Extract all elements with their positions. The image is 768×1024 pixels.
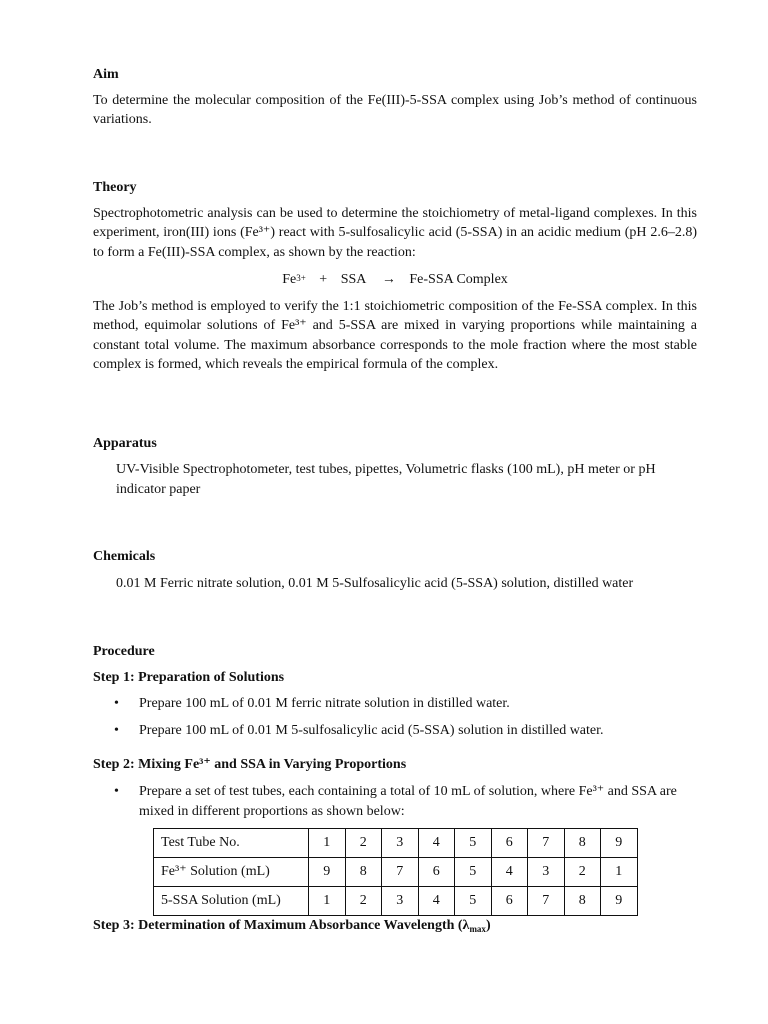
table-row [154, 887, 638, 916]
table-cell: 3 [382, 887, 419, 916]
reaction-equation [93, 271, 697, 289]
table-cell: 6 [491, 829, 528, 858]
table-cell: 4 [418, 887, 455, 916]
reaction-reactant-2: SSA [340, 272, 367, 287]
table-cell: 7 [528, 887, 565, 916]
reaction-reactant-1: $Fe^{3+}$ [282, 272, 306, 287]
table-cell: 2 [345, 887, 382, 916]
table-cell: 3 [528, 858, 565, 887]
chemicals-heading: Chemicals [93, 549, 156, 564]
reaction-plus: + [319, 272, 328, 287]
theory-paragraph-2: The Job’s method is employed to verify the 1:1 stoichiometric composition of the Fe-SSA complex. In this method, equimolar solutions of Fe³⁺ and 5-SSA are mixed in varying proportions while maintaining a constant total volume. The maximum absorbance corresponds to the mole fraction where the most stable complex is formed, which reveals the empirical formula of the complex. [93, 299, 697, 373]
apparatus-text: UV-Visible Spectrophotometer, test tubes, pipettes, Volumetric flasks (100 mL), pH meter or pH indicator paper [116, 462, 656, 497]
step1-bullet-2: Prepare 100 mL of 0.01 M 5-sulfosalicylic acid (5-SSA) solution in distilled water. [139, 723, 604, 738]
table-row [154, 858, 638, 887]
bullet-icon: • [114, 784, 119, 799]
table-cell: 4 [491, 858, 528, 887]
row-label: 5-SSA Solution (mL) [154, 887, 309, 916]
table-cell: 5 [455, 887, 492, 916]
theory-paragraph-1: Spectrophotometric analysis can be used to determine the stoichiometry of metal-ligand complexes. In this experiment, iron(III) ions (Fe³⁺) react with 5-sulfosalicylic acid (5-SSA) in an acidic medium (pH 2.6–2.8) to form a Fe(III)-SSA complex, as shown by the reaction: [93, 206, 697, 260]
theory-heading: Theory [93, 180, 137, 195]
table-cell: 6 [491, 887, 528, 916]
table-cell: 7 [528, 829, 565, 858]
table-cell: 1 [309, 887, 346, 916]
chemicals-text: 0.01 M Ferric nitrate solution, 0.01 M 5-Sulfosalicylic acid (5-SSA) solution, distilled water [116, 576, 634, 591]
apparatus-heading: Apparatus [93, 436, 157, 451]
table-cell: 8 [564, 829, 601, 858]
table-cell: 1 [309, 829, 346, 858]
step2-bullet: Prepare a set of test tubes, each containing a total of 10 mL of solution, where Fe³⁺ and SSA are mixed in different proportions as shown below: [139, 784, 677, 819]
step1-bullet-1: Prepare 100 mL of 0.01 M ferric nitrate solution in distilled water. [139, 696, 510, 711]
table-cell: 9 [601, 829, 638, 858]
aim-text: To determine the molecular composition of the Fe(III)-5-SSA complex using Job’s method of continuous variations. [93, 93, 697, 128]
table-cell: 8 [345, 858, 382, 887]
table-row [154, 829, 638, 858]
row-label: Fe³⁺ Solution (mL) [154, 858, 309, 887]
row-label: Test Tube No. [154, 829, 309, 858]
table-cell: 2 [345, 829, 382, 858]
step3-heading: Step 3: Determination of Maximum Absorbance Wavelength $(\lambda_{max})$ [93, 918, 491, 934]
bullet-icon: • [114, 696, 119, 711]
table-cell: 2 [564, 858, 601, 887]
bullet-icon: • [114, 723, 119, 738]
table-cell: 9 [601, 887, 638, 916]
table-cell: 5 [455, 858, 492, 887]
table-cell: 1 [601, 858, 638, 887]
step2-heading: Step 2: Mixing Fe³⁺ and SSA in Varying Proportions [93, 757, 407, 772]
step1-heading: Step 1: Preparation of Solutions [93, 670, 285, 685]
table-cell: 3 [382, 829, 419, 858]
table-cell: 4 [418, 829, 455, 858]
reaction-arrow: → [381, 272, 396, 287]
table-cell: 6 [418, 858, 455, 887]
proportions-table [153, 828, 638, 916]
aim-heading: Aim [93, 67, 119, 82]
reaction-product: Fe-SSA Complex [409, 272, 508, 287]
table-cell: 7 [382, 858, 419, 887]
table-cell: 8 [564, 887, 601, 916]
table-cell: 5 [455, 829, 492, 858]
procedure-heading: Procedure [93, 644, 155, 659]
table-cell: 9 [309, 858, 346, 887]
